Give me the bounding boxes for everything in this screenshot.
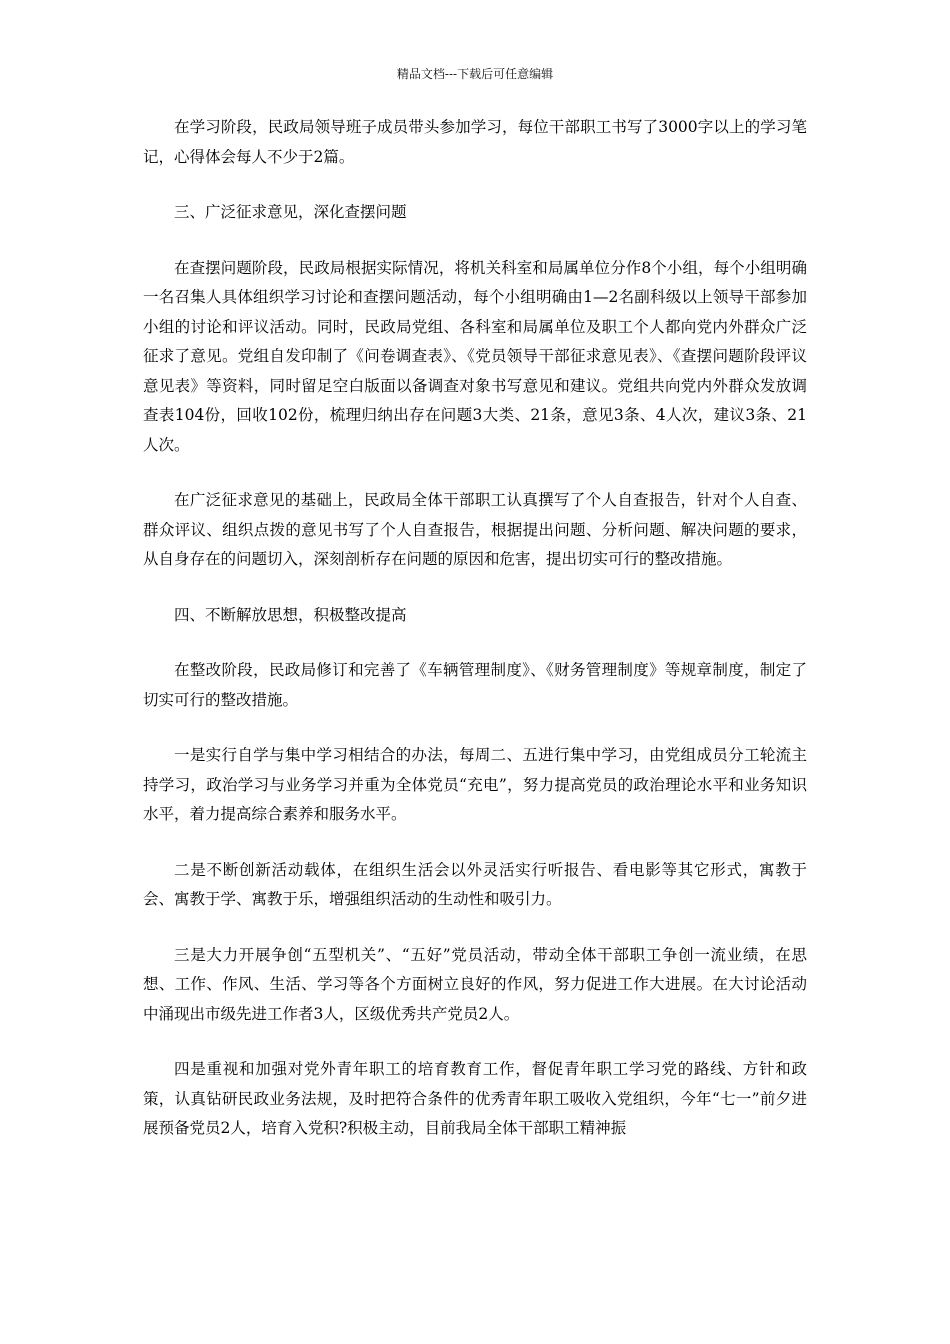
paragraph-problem-finding: 在查摆问题阶段，民政局根据实际情况，将机关科室和局属单位分作8个小组，每个小组明确一名召集人具体组织学习讨论和查摆问题活动，每个小组明确由1—2名副科级以上领导干部参加小组的讨论和评议活动。同时，民政局党组、各科室和局属单位及职工个人都向党内外群众广泛征求了意见。党组自发印制了《问卷调查表》、《党员领导干部征求意见表》、《查摆问题阶段评议意见表》等资料，同时留足空白版面以备调查对象书写意见和建议。党组共向党内外群众发放调查表104份，回收102份，梳理归纳出存在问题3大类、21条，意见3条、4人次，建议3条、21人次。: [143, 258, 807, 454]
page-header: 精品文档---下载后可任意编辑: [396, 67, 554, 81]
paragraph-item-3: 三是大力开展争创“五型机关”、“五好”党员活动，带动全体干部职工争创一流业绩，在思想、工作、作风、生活、学习等各个方面树立良好的作风，努力促进工作大进展。在大讨论活动中涌现出市级先进工作者3人，区级优秀共产党员2人。: [143, 945, 807, 1023]
paragraph-study-phase: 在学习阶段，民政局领导班子成员带头参加学习，每位干部职工书写了3000字以上的学习笔记，心得体会每人不少于2篇。: [143, 118, 807, 166]
document-body: [143, 113, 807, 1170]
paragraph-item-4: 四是重视和加强对党外青年职工的培育教育工作，督促青年职工学习党的路线、方针和政策，认真钻研民政业务法规，及时把符合条件的优秀青年职工吸收入党组织，今年“七一”前夕进展预备党员2人，培育入党积?积极主动，目前我局全体干部职工精神振: [143, 1060, 807, 1137]
paragraph-item-1: 一是实行自学与集中学习相结合的办法，每周二、五进行集中学习，由党组成员分工轮流主持学习，政治学习与业务学习并重为全体党员“充电”，努力提高党员的政治理论水平和业务知识水平，着力提高综合素养和服务水平。: [143, 746, 807, 823]
section-heading-3: 三、广泛征求意见，深化查摆问题: [174, 203, 407, 221]
paragraph-rectification: 在整改阶段，民政局修订和完善了《车辆管理制度》、《财务管理制度》等规章制度，制定了切实可行的整改措施。: [143, 661, 807, 709]
paragraph-self-report: 在广泛征求意见的基础上，民政局全体干部职工认真撰写了个人自查报告，针对个人自查、群众评议、组织点拨的意见书写了个人自查报告，根据提出问题、分析问题、解决问题的要求，从自身存在的问题切入，深刻剖析存在问题的原因和危害，提出切实可行的整改措施。: [143, 491, 807, 568]
section-heading-4: 四、不断解放思想，积极整改提高: [174, 605, 407, 624]
paragraph-item-2: 二是不断创新活动载体，在组织生活会以外灵活实行听报告、看电影等其它形式，寓教于会、寓教于学、寓教于乐，增强组织活动的生动性和吸引力。: [143, 860, 807, 908]
